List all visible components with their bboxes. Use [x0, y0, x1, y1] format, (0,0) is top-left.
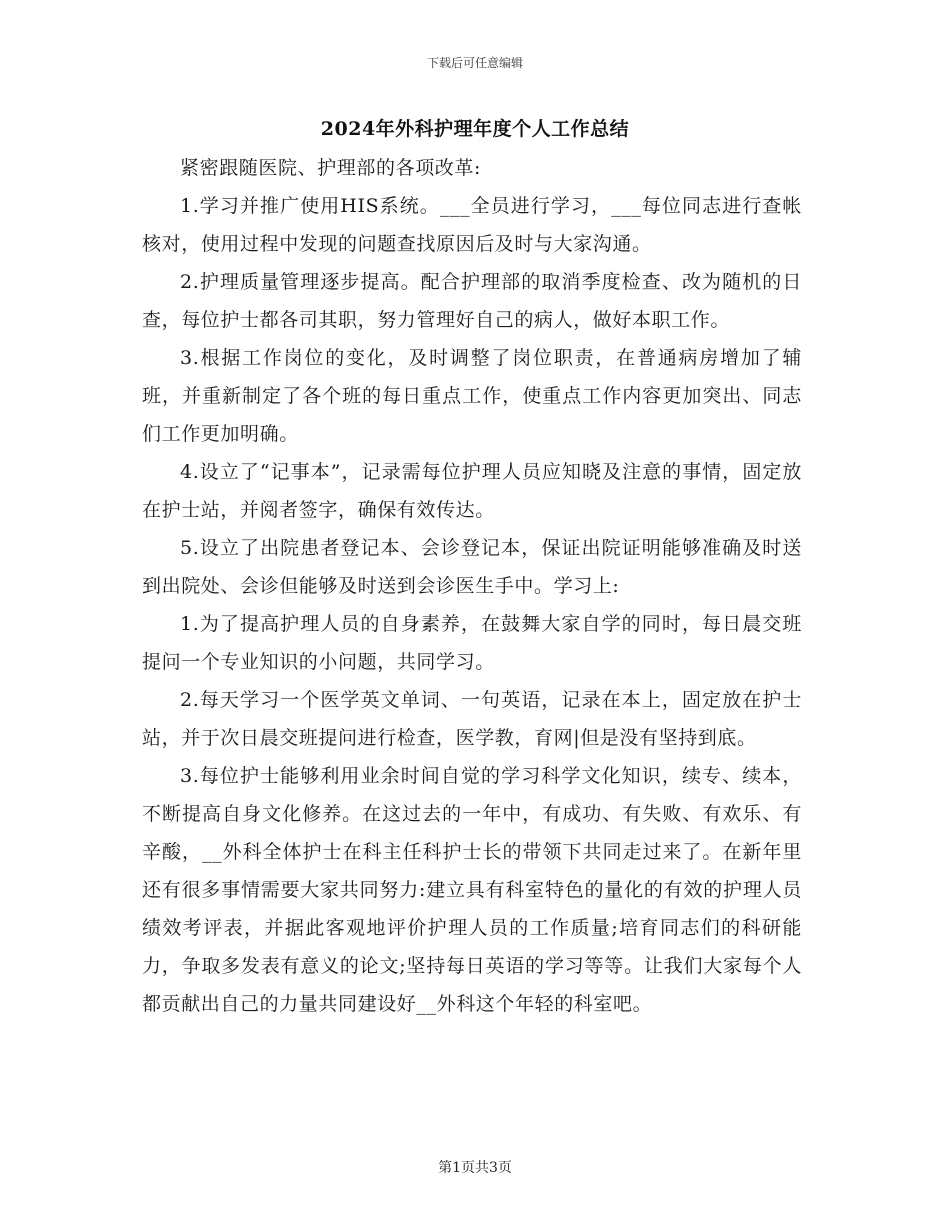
- paragraph-item: 2.护理质量管理逐步提高。配合护理部的取消季度检查、改为随机的日查，每位护士都各司其职，努力管理好自己的病人，做好本职工作。: [142, 271, 802, 331]
- paragraph-item: 4.设立了“记事本”，记录需每位护理人员应知晓及注意的事情，固定放在护士站，并阅者签字，确保有效传达。: [142, 461, 802, 521]
- page-number: 第1页共3页: [438, 1160, 512, 1176]
- paragraph-item: 2.每天学习一个医学英文单词、一句英语，记录在本上，固定放在护士站，并于次日晨交班提问进行检查，医学教，育网|但是没有坚持到底。: [142, 689, 802, 749]
- paragraph-item: 1.为了提高护理人员的自身素养，在鼓舞大家自学的同时，每日晨交班提问一个专业知识的小问题，共同学习。: [142, 613, 802, 673]
- paragraph-item: 5.设立了出院患者登记本、会诊登记本，保证出院证明能够准确及时送到出院处、会诊但能够及时送到会诊医生手中。学习上:: [142, 537, 802, 597]
- paragraph-intro: 紧密跟随医院、护理部的各项改革:: [180, 157, 482, 179]
- paragraph-item: 3.根据工作岗位的变化，及时调整了岗位职责，在普通病房增加了辅班，并重新制定了各个班的每日重点工作，使重点工作内容更加突出、同志们工作更加明确。: [142, 347, 802, 445]
- header-note: 下载后可任意编辑: [426, 56, 523, 70]
- document-title: 2024年外科护理年度个人工作总结: [320, 118, 630, 140]
- document-body: [142, 149, 802, 1023]
- paragraph-item: 3.每位护士能够利用业余时间自觉的学习科学文化知识，续专、续本，不断提高自身文化修养。在这过去的一年中，有成功、有失败、有欢乐、有辛酸，__外科全体护士在科主任科护士长的带领下共同走过来了。在新年里还有很多事情需要大家共同努力:建立具有科室特色的量化的有效的护理人员绩效考评表，并据此客观地评价护理人员的工作质量;培育同志们的科研能力，争取多发表有意义的论文;坚持每日英语的学习等等。让我们大家每个人都贡献出自己的力量共同建设好__外科这个年轻的科室吧。: [142, 765, 802, 1015]
- paragraph-item: 1.学习并推广使用HIS系统。___全员进行学习，___每位同志进行查帐核对，使用过程中发现的问题查找原因后及时与大家沟通。: [142, 195, 802, 255]
